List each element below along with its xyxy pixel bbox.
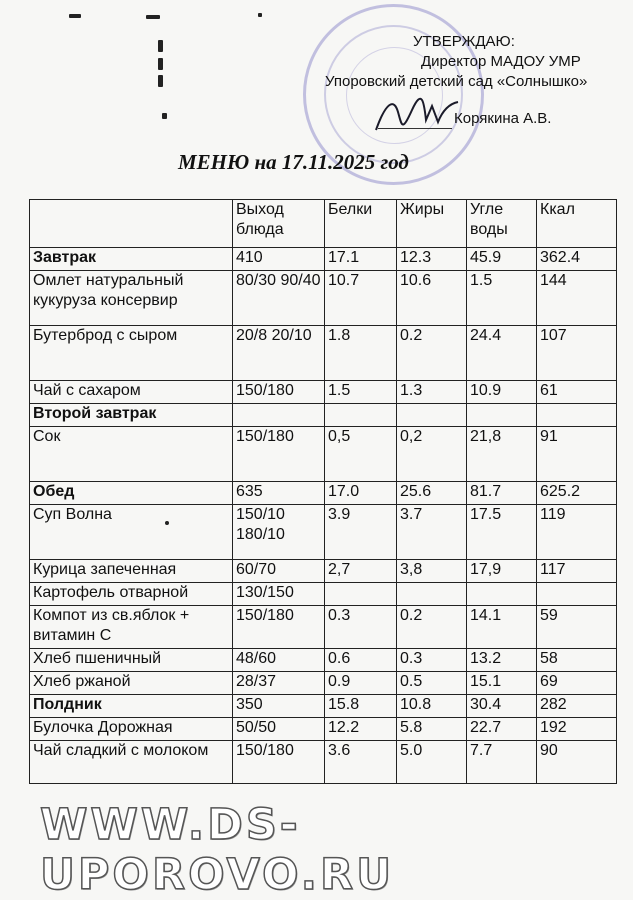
site-watermark: WWW.DS-UPOROVO.RU (40, 800, 394, 900)
cell-carbs: 21,8 (467, 427, 537, 482)
table-row (30, 404, 617, 427)
cell-kcal: 58 (537, 649, 617, 672)
cell-dish: Завтрак (30, 248, 233, 271)
table-row (30, 248, 617, 271)
cell-fat: 0,2 (397, 427, 467, 482)
scan-speck (69, 14, 81, 18)
header-cell-dish (30, 200, 233, 248)
cell-fat (397, 583, 467, 606)
header-cell-carbs: Угле воды (467, 200, 537, 248)
table-row (30, 560, 617, 583)
cell-fat: 0.3 (397, 649, 467, 672)
cell-protein: 3.9 (325, 505, 397, 560)
table-row (30, 271, 617, 326)
cell-dish: Хлеб ржаной (30, 672, 233, 695)
header-cell-output: Выход блюда (233, 200, 325, 248)
cell-protein: 0.9 (325, 672, 397, 695)
cell-kcal: 192 (537, 718, 617, 741)
cell-protein (325, 404, 397, 427)
table-row (30, 326, 617, 381)
cell-kcal: 107 (537, 326, 617, 381)
cell-protein (325, 583, 397, 606)
signature-icon (372, 92, 462, 136)
scan-speck (158, 75, 163, 87)
cell-carbs: 17,9 (467, 560, 537, 583)
approval-position: Директор МАДОУ УМР (421, 53, 581, 70)
cell-protein: 1.5 (325, 381, 397, 404)
header-cell-fat: Жиры (397, 200, 467, 248)
cell-dish: Чай с сахаром (30, 381, 233, 404)
cell-fat: 5.8 (397, 718, 467, 741)
cell-output: 80/30 90/40 (233, 271, 325, 326)
cell-carbs: 45.9 (467, 248, 537, 271)
cell-protein: 17.1 (325, 248, 397, 271)
cell-kcal: 282 (537, 695, 617, 718)
cell-fat: 5.0 (397, 741, 467, 784)
cell-carbs: 81.7 (467, 482, 537, 505)
cell-output: 28/37 (233, 672, 325, 695)
cell-protein: 1.8 (325, 326, 397, 381)
cell-output: 150/10 180/10 (233, 505, 325, 560)
cell-kcal: 362.4 (537, 248, 617, 271)
scan-speck (158, 40, 163, 52)
cell-output: 50/50 (233, 718, 325, 741)
cell-dish: Сок (30, 427, 233, 482)
scan-speck (162, 113, 167, 119)
table-row (30, 482, 617, 505)
cell-dish: Омлет натуральный кукуруза консервир (30, 271, 233, 326)
cell-dish: Полдник (30, 695, 233, 718)
cell-dish: Компот из св.яблок + витамин С (30, 606, 233, 649)
cell-protein: 2,7 (325, 560, 397, 583)
scan-speck (258, 13, 262, 17)
cell-protein: 15.8 (325, 695, 397, 718)
header-cell-kcal: Ккал (537, 200, 617, 248)
approval-title: УТВЕРЖДАЮ: (413, 33, 515, 50)
table-row (30, 505, 617, 560)
cell-protein: 17.0 (325, 482, 397, 505)
cell-carbs: 13.2 (467, 649, 537, 672)
cell-protein: 0.3 (325, 606, 397, 649)
table-row (30, 672, 617, 695)
cell-carbs (467, 404, 537, 427)
cell-protein: 0.6 (325, 649, 397, 672)
cell-dish: Чай сладкий с молоком (30, 741, 233, 784)
cell-output: 410 (233, 248, 325, 271)
cell-output: 150/180 (233, 741, 325, 784)
cell-fat: 10.6 (397, 271, 467, 326)
cell-carbs: 24.4 (467, 326, 537, 381)
scan-speck (158, 58, 163, 70)
cell-kcal: 625.2 (537, 482, 617, 505)
cell-protein: 10.7 (325, 271, 397, 326)
cell-carbs: 14.1 (467, 606, 537, 649)
table-row (30, 695, 617, 718)
cell-carbs: 10.9 (467, 381, 537, 404)
cell-dish: Хлеб пшеничный (30, 649, 233, 672)
cell-dish: Обед (30, 482, 233, 505)
cell-kcal: 69 (537, 672, 617, 695)
cell-output: 150/180 (233, 427, 325, 482)
cell-fat: 0.5 (397, 672, 467, 695)
cell-kcal: 59 (537, 606, 617, 649)
table-row (30, 427, 617, 482)
page-title: МЕНЮ на 17.11.2025 год (178, 150, 409, 174)
cell-carbs: 1.5 (467, 271, 537, 326)
cell-fat: 0.2 (397, 606, 467, 649)
table-row (30, 649, 617, 672)
cell-fat: 3,8 (397, 560, 467, 583)
cell-output: 635 (233, 482, 325, 505)
cell-kcal: 119 (537, 505, 617, 560)
table-row (30, 606, 617, 649)
cell-carbs (467, 583, 537, 606)
cell-kcal (537, 404, 617, 427)
cell-output: 350 (233, 695, 325, 718)
cell-kcal: 144 (537, 271, 617, 326)
cell-protein: 0,5 (325, 427, 397, 482)
cell-fat: 25.6 (397, 482, 467, 505)
cell-output: 150/180 (233, 606, 325, 649)
table-row (30, 381, 617, 404)
table-row (30, 741, 617, 784)
menu-table (29, 199, 617, 784)
cell-kcal: 117 (537, 560, 617, 583)
cell-dish: Курица запеченная (30, 560, 233, 583)
cell-protein: 3.6 (325, 741, 397, 784)
cell-kcal: 91 (537, 427, 617, 482)
table-row (30, 718, 617, 741)
cell-output: 60/70 (233, 560, 325, 583)
approval-organization: Упоровский детский сад «Солнышко» (325, 73, 588, 90)
cell-dish: Суп Волна (30, 505, 233, 560)
cell-dish: Картофель отварной (30, 583, 233, 606)
signature-line (378, 128, 452, 129)
cell-fat: 1.3 (397, 381, 467, 404)
cell-output: 20/8 20/10 (233, 326, 325, 381)
table-header-row (30, 200, 617, 248)
table-row (30, 583, 617, 606)
cell-carbs: 22.7 (467, 718, 537, 741)
cell-kcal: 61 (537, 381, 617, 404)
cell-dish: Булочка Дорожная (30, 718, 233, 741)
cell-protein: 12.2 (325, 718, 397, 741)
cell-dish: Бутерброд с сыром (30, 326, 233, 381)
cell-carbs: 30.4 (467, 695, 537, 718)
cell-fat: 12.3 (397, 248, 467, 271)
cell-output: 48/60 (233, 649, 325, 672)
scan-speck (146, 15, 160, 19)
cell-carbs: 15.1 (467, 672, 537, 695)
cell-fat: 3.7 (397, 505, 467, 560)
header-cell-protein: Белки (325, 200, 397, 248)
cell-carbs: 17.5 (467, 505, 537, 560)
cell-kcal (537, 583, 617, 606)
director-name: Корякина А.В. (454, 110, 552, 127)
cell-fat: 0.2 (397, 326, 467, 381)
cell-output (233, 404, 325, 427)
cell-fat (397, 404, 467, 427)
cell-carbs: 7.7 (467, 741, 537, 784)
cell-kcal: 90 (537, 741, 617, 784)
cell-output: 150/180 (233, 381, 325, 404)
cell-output: 130/150 (233, 583, 325, 606)
cell-dish: Второй завтрак (30, 404, 233, 427)
cell-fat: 10.8 (397, 695, 467, 718)
